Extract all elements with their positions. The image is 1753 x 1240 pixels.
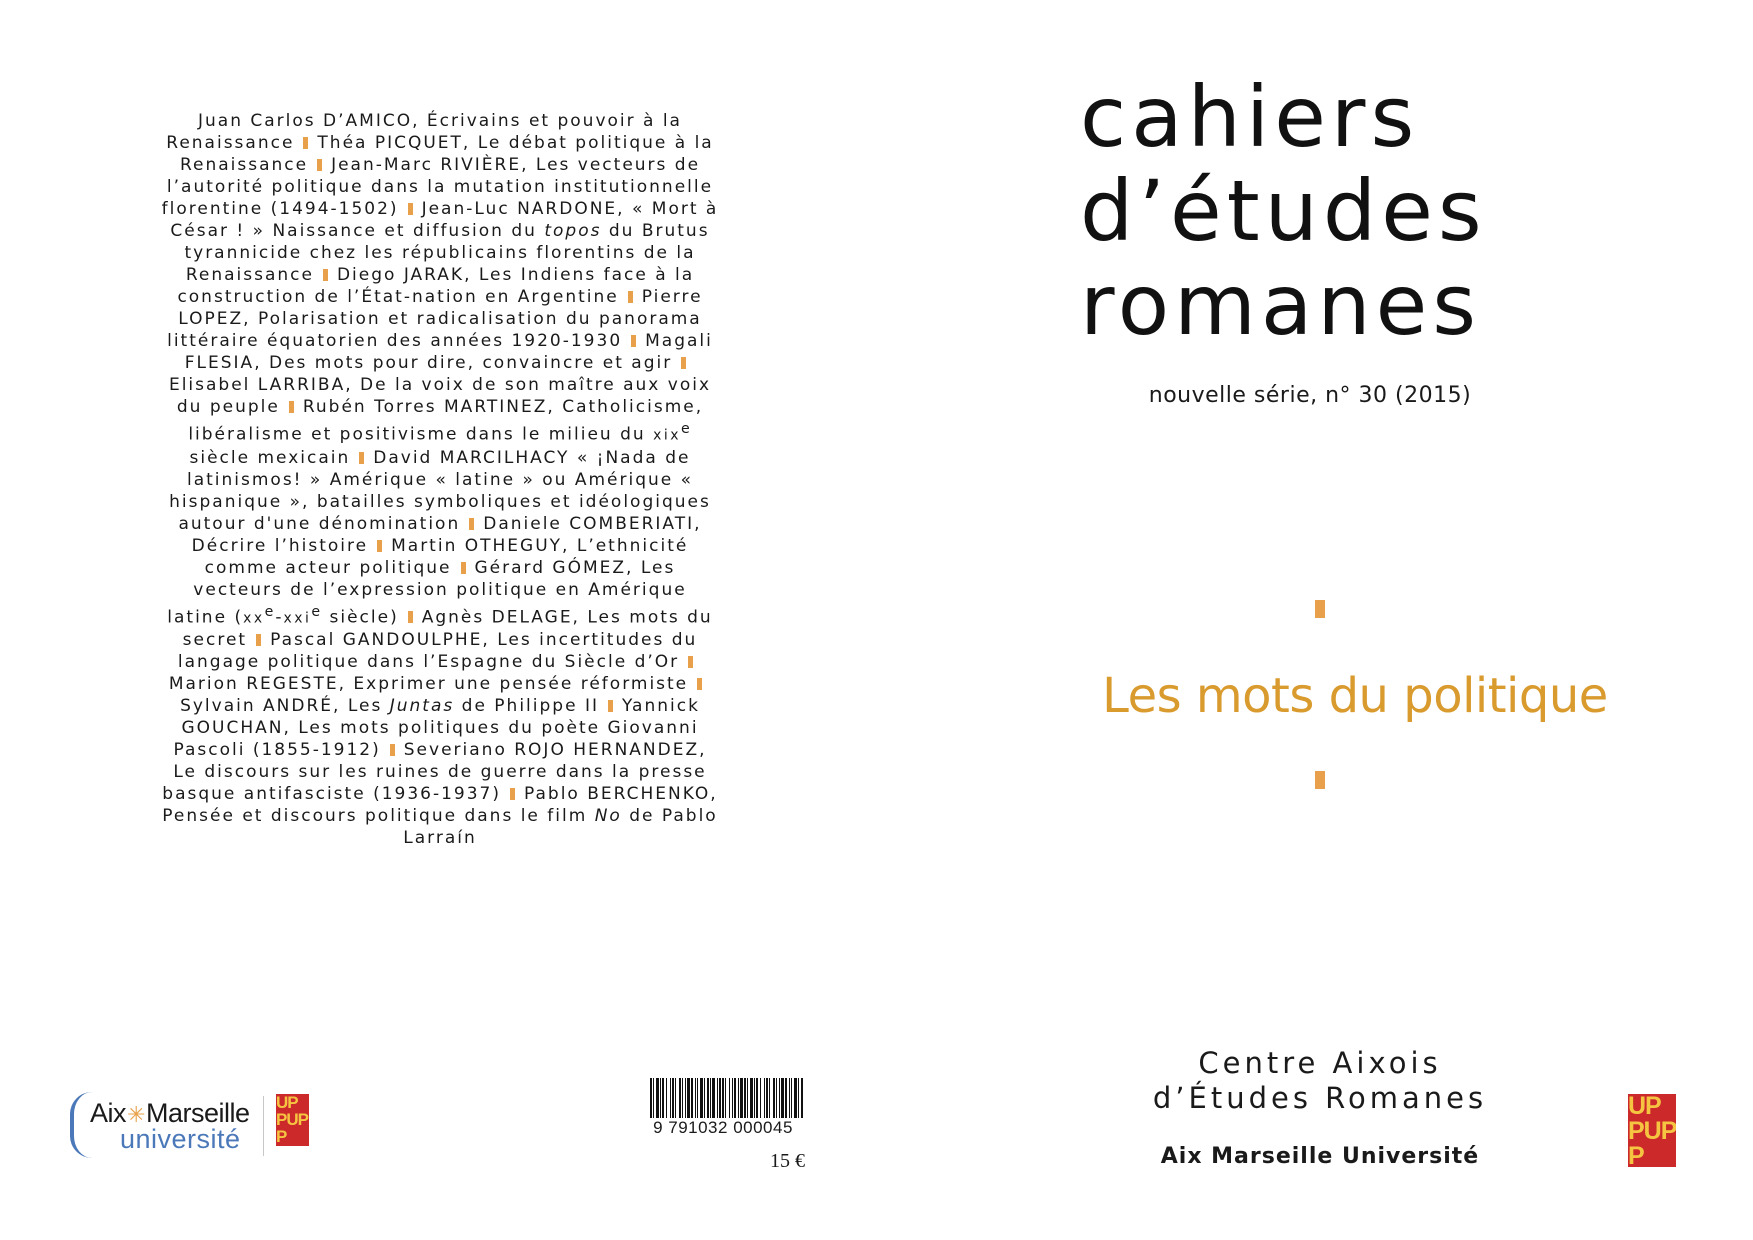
contents-entry: siècle) (322, 607, 399, 628)
bracket-icon (70, 1092, 92, 1158)
separator-mark (697, 678, 702, 690)
title-line: d’études (1080, 162, 1487, 260)
logo-wordmark-line2: université (120, 1124, 241, 1154)
accent-mark-bottom (1315, 771, 1325, 789)
separator-mark (510, 788, 515, 800)
issue-subtitle: nouvelle série, n° 30 (2015) (1148, 383, 1472, 408)
contents-entry: Juan Carlos D’AMICO, Écrivains et pouvoir à la Renaissance (166, 111, 682, 153)
contents-entry: Elisabel LARRIBA, De la voix de son maître aux voix du peuple (168, 375, 712, 417)
separator-mark (631, 335, 636, 347)
contents-entry: de Pablo Larraín (403, 806, 718, 849)
contents-entry: Rubén Torres MARTINEZ, Catholicisme, libéralisme et positivisme dans le milieu du (188, 397, 704, 445)
star-icon: ✳ (127, 1102, 145, 1127)
separator-mark (608, 700, 613, 712)
separator-mark (256, 634, 261, 646)
contents-entry: David MARCILHACY « ¡Nada de latinismos! » Amérique « latine » ou Amérique « hispanique », batailles symboliques et idéologiques autour d'une dénomination (169, 447, 711, 534)
separator-mark (377, 540, 382, 552)
separator-mark (408, 611, 413, 623)
small-caps-century: xx (243, 610, 265, 627)
issue-theme: Les mots du politique (1102, 668, 1608, 724)
separator-mark (681, 357, 686, 369)
separator-mark (408, 203, 413, 215)
title-line: romanes (1080, 256, 1482, 354)
isbn-number: 9 791032 000045 (638, 1118, 808, 1138)
pup-logo: UP PUP P (276, 1094, 308, 1146)
small-caps-century: xix (653, 427, 681, 444)
separator-mark (317, 159, 322, 171)
contents-entry: Gérard GÓMEZ, Les vecteurs de l’expression politique en Amérique latine ( (167, 557, 687, 628)
contents-entry: Pablo BERCHENKO, Pensée et discours politique dans le film (162, 784, 718, 827)
contents-entry: Martin OTHEGUY, L’ethnicité comme acteur politique (204, 535, 689, 578)
contents-italic: Juntas (389, 696, 455, 717)
contents-entry: Jean-Marc RIVIÈRE, Les vecteurs de l’autorité politique dans la mutation institutionnelle florentine (1494-1502) (161, 155, 714, 219)
pup-logo: UP PUP P (1628, 1094, 1676, 1167)
superscript: e (680, 421, 692, 437)
separator-mark (628, 291, 633, 303)
contents-italic: topos (544, 221, 602, 241)
back-cover-contents (160, 110, 720, 849)
contents-entry: Severiano ROJO HERNANDEZ, Le discours sur les ruines de guerre dans la presse basque antifasciste (1936-1937) (162, 740, 707, 805)
aix-marseille-universite-logo (70, 1092, 310, 1172)
accent-mark-top (1315, 600, 1325, 618)
separator-mark (303, 137, 308, 149)
logo-divider (263, 1096, 264, 1156)
journal-title (1080, 70, 1580, 352)
price: 15 € (770, 1150, 805, 1172)
contents-italic: No (594, 806, 622, 827)
separator-mark (359, 452, 364, 464)
contents-entry: Yannick GOUCHAN, Les mots politiques du poète Giovanni Pascoli (1855-1912) (173, 696, 700, 761)
contents-entry: Magali FLESIA, Des mots pour dire, convaincre et agir (184, 331, 713, 373)
separator-mark (469, 518, 474, 530)
superscript: e (264, 603, 276, 620)
separator-mark (323, 269, 328, 281)
contents-entry: Sylvain ANDRÉ, Les (180, 696, 390, 717)
contents-entry: - (275, 607, 284, 628)
small-caps-century: xxi (283, 610, 312, 627)
separator-mark (390, 744, 395, 756)
contents-entry: Théa PICQUET, Le débat politique à la Renaissance (179, 133, 714, 175)
superscript: e (311, 603, 323, 620)
research-centre: Centre Aixois d’Études Romanes (1152, 1046, 1488, 1115)
contents-entry: Diego JARAK, Les Indiens face à la construction de l’État-nation en Argentine (177, 265, 695, 307)
separator-mark (688, 656, 693, 668)
contents-entry: Pierre LOPEZ, Polarisation et radicalisation du panorama littéraire équatorien des années 1920-1930 (167, 287, 703, 351)
contents-entry: Marion REGESTE, Exprimer une pensée réformiste (168, 674, 689, 695)
university-name: Aix Marseille Université (1160, 1144, 1480, 1169)
contents-entry: de Philippe II (454, 696, 599, 717)
contents-entry: siècle mexicain (189, 447, 351, 468)
contents-entry: Agnès DELAGE, Les mots du secret (182, 607, 713, 651)
contents-entry: Pascal GANDOULPHE, Les incertitudes du langage politique dans l’Espagne du Siècle d’Or (177, 630, 698, 673)
logo-wordmark-line1: Aix✳Marseille (90, 1098, 250, 1128)
separator-mark (461, 562, 466, 574)
separator-mark (289, 401, 294, 413)
contents-entry: Jean-Luc NARDONE, « Mort à César ! » Naissance et diffusion du (170, 199, 719, 241)
title-line: cahiers (1080, 68, 1420, 166)
contents-entry: du Brutus tyrannicide chez les républicains florentins de la Renaissance (184, 221, 710, 285)
contents-entry: Daniele COMBERIATI, Décrire l’histoire (191, 513, 702, 556)
